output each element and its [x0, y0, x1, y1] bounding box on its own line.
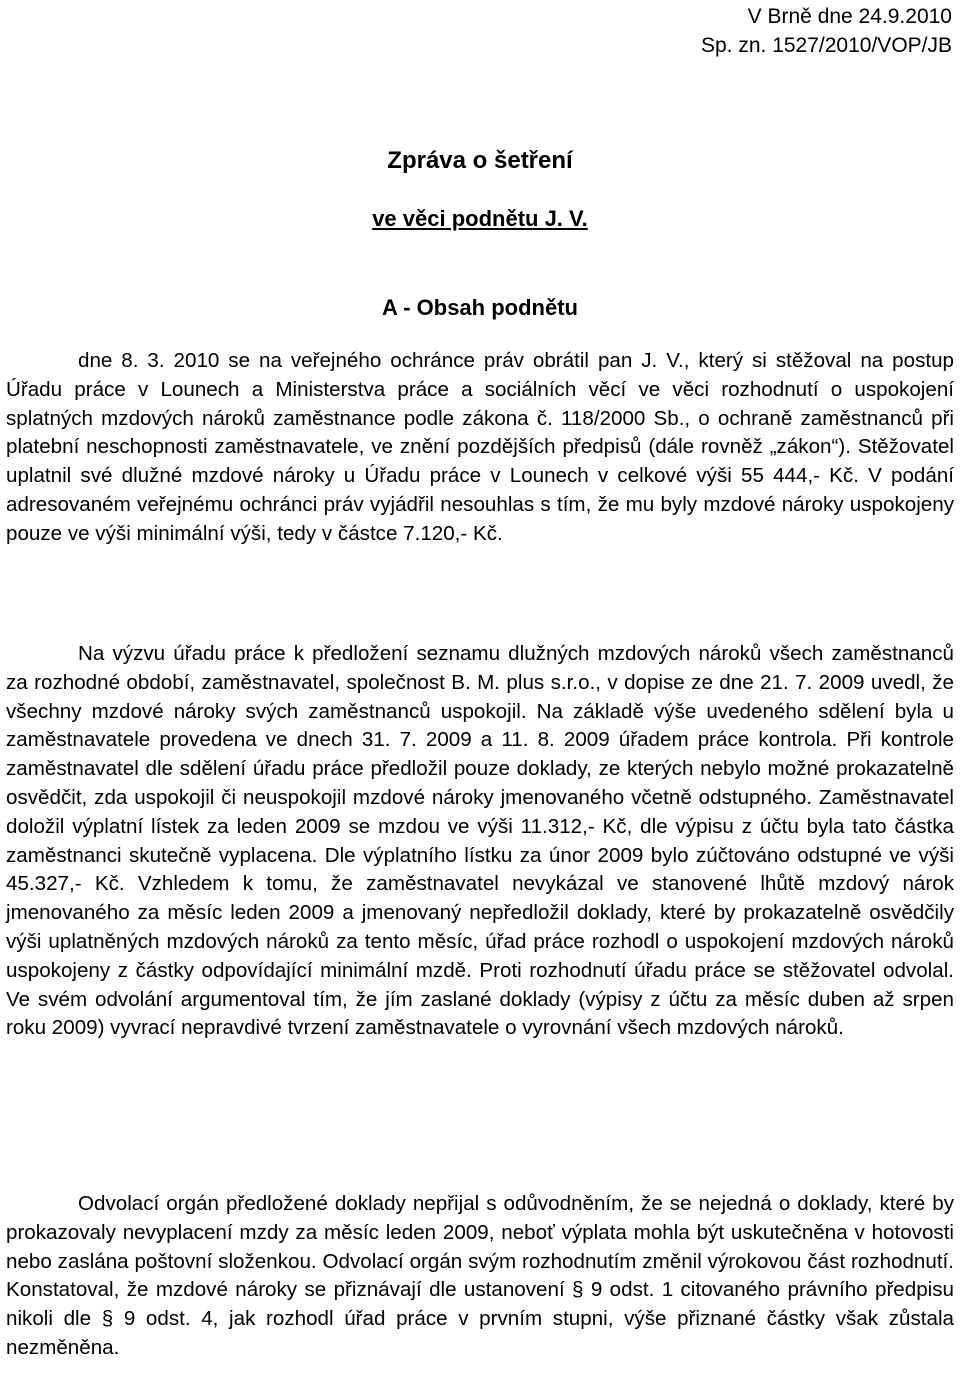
place-date: V Brně dne 24.9.2010	[747, 5, 952, 28]
reference-number: Sp. zn. 1527/2010/VOP/JB	[701, 34, 952, 57]
document-title: Zpráva o šetření	[387, 147, 573, 174]
section-heading: A - Obsah podnětu	[382, 295, 578, 320]
paragraph-3: Odvolací orgán předložené doklady nepřijal s odůvodněním, že se nejedná o doklady, které by prokazovaly nevyplacení mzdy za měsíc leden 2009, neboť výplata mohla být uskutečněna v hotovosti nebo zaslána poštovní složenkou. Odvolací orgán svým rozhodnutím změnil výrokovou část rozhodnutí. Konstatoval, že mzdové nároky se přiznávají dle ustanovení § 9 odst. 1 citovaného právního předpisu nikoli dle § 9 odst. 4, jak rozhodl úřad práce v prvním stupni, výše přiznané částky však zůstala nezměněna.	[6, 1192, 954, 1359]
document-subtitle: ve věci podnětu J. V.	[372, 206, 588, 231]
document-header	[701, 2, 952, 60]
document-subtitle-wrapper	[0, 205, 960, 233]
paragraph-1: dne 8. 3. 2010 se na veřejného ochránce práv obrátil pan J. V., který si stěžoval na postup Úřadu práce v Lounech a Ministerstva práce a sociálních věcí ve věci rozhodnutí o uspokojení splatných mzdových nároků zaměstnance podle zákona č. 118/2000 Sb., o ochraně zaměstnanců při platební neschopnosti zaměstnavatele, ve znění pozdějších předpisů (dále rovněž „zákon“). Stěžovatel uplatnil své dlužné mzdové nároky u Úřadu práce v Lounech v celkové výši 55 444,- Kč. V podání adresovaném veřejnému ochránci práv vyjádřil nesouhlas s tím, že mu byly mzdové nároky uspokojeny pouze ve výši minimální výši, tedy v částce 7.120,- Kč.	[6, 349, 954, 545]
paragraph-2: Na výzvu úřadu práce k předložení seznamu dlužných mzdových nároků všech zaměstnanců za rozhodné období, zaměstnavatel, společnost B. M. plus s.r.o., v dopise ze dne 21. 7. 2009 uvedl, že všechny mzdové nároky svých zaměstnanců uspokojil. Na základě výše uvedeného sdělení byla u zaměstnavatele provedena ve dnech 31. 7. 2009 a 11. 8. 2009 úřadem práce kontrola. Při kontrole zaměstnavatel dle sdělení úřadu práce předložil pouze doklady, ze kterých nebylo možné prokazatelně osvědčit, zda uspokojil či neuspokojil mzdové nároky jmenovaného včetně odstupného. Zaměstnavatel doložil výplatní lístek za leden 2009 se mzdou ve výši 11.312,- Kč, dle výpisu z účtu byla tato částka zaměstnanci skutečně vyplacena. Dle výplatního lístku za únor 2009 bylo zúčtováno odstupné ve výši 45.327,- Kč. Vzhledem k tomu, že zaměstnavatel nevykázal ve stanovené lhůtě mzdový nárok jmenovaného za měsíc leden 2009 a jmenovaný nepředložil doklady, které by prokazatelně osvědčily výši uplatněných mzdových nároků za tento měsíc, úřad práce rozhodl o uspokojení mzdových nároků uspokojeny z částky odpovídající minimální mzdě. Proti rozhodnutí úřadu práce se stěžovatel odvolal. Ve svém odvolání argumentoval tím, že jím zaslané doklady (výpisy z účtu za měsíc duben až srpen roku 2009) vyvrací nepravdivé tvrzení zaměstnavatele o vyrovnání všech mzdových nároků.	[6, 642, 954, 1040]
